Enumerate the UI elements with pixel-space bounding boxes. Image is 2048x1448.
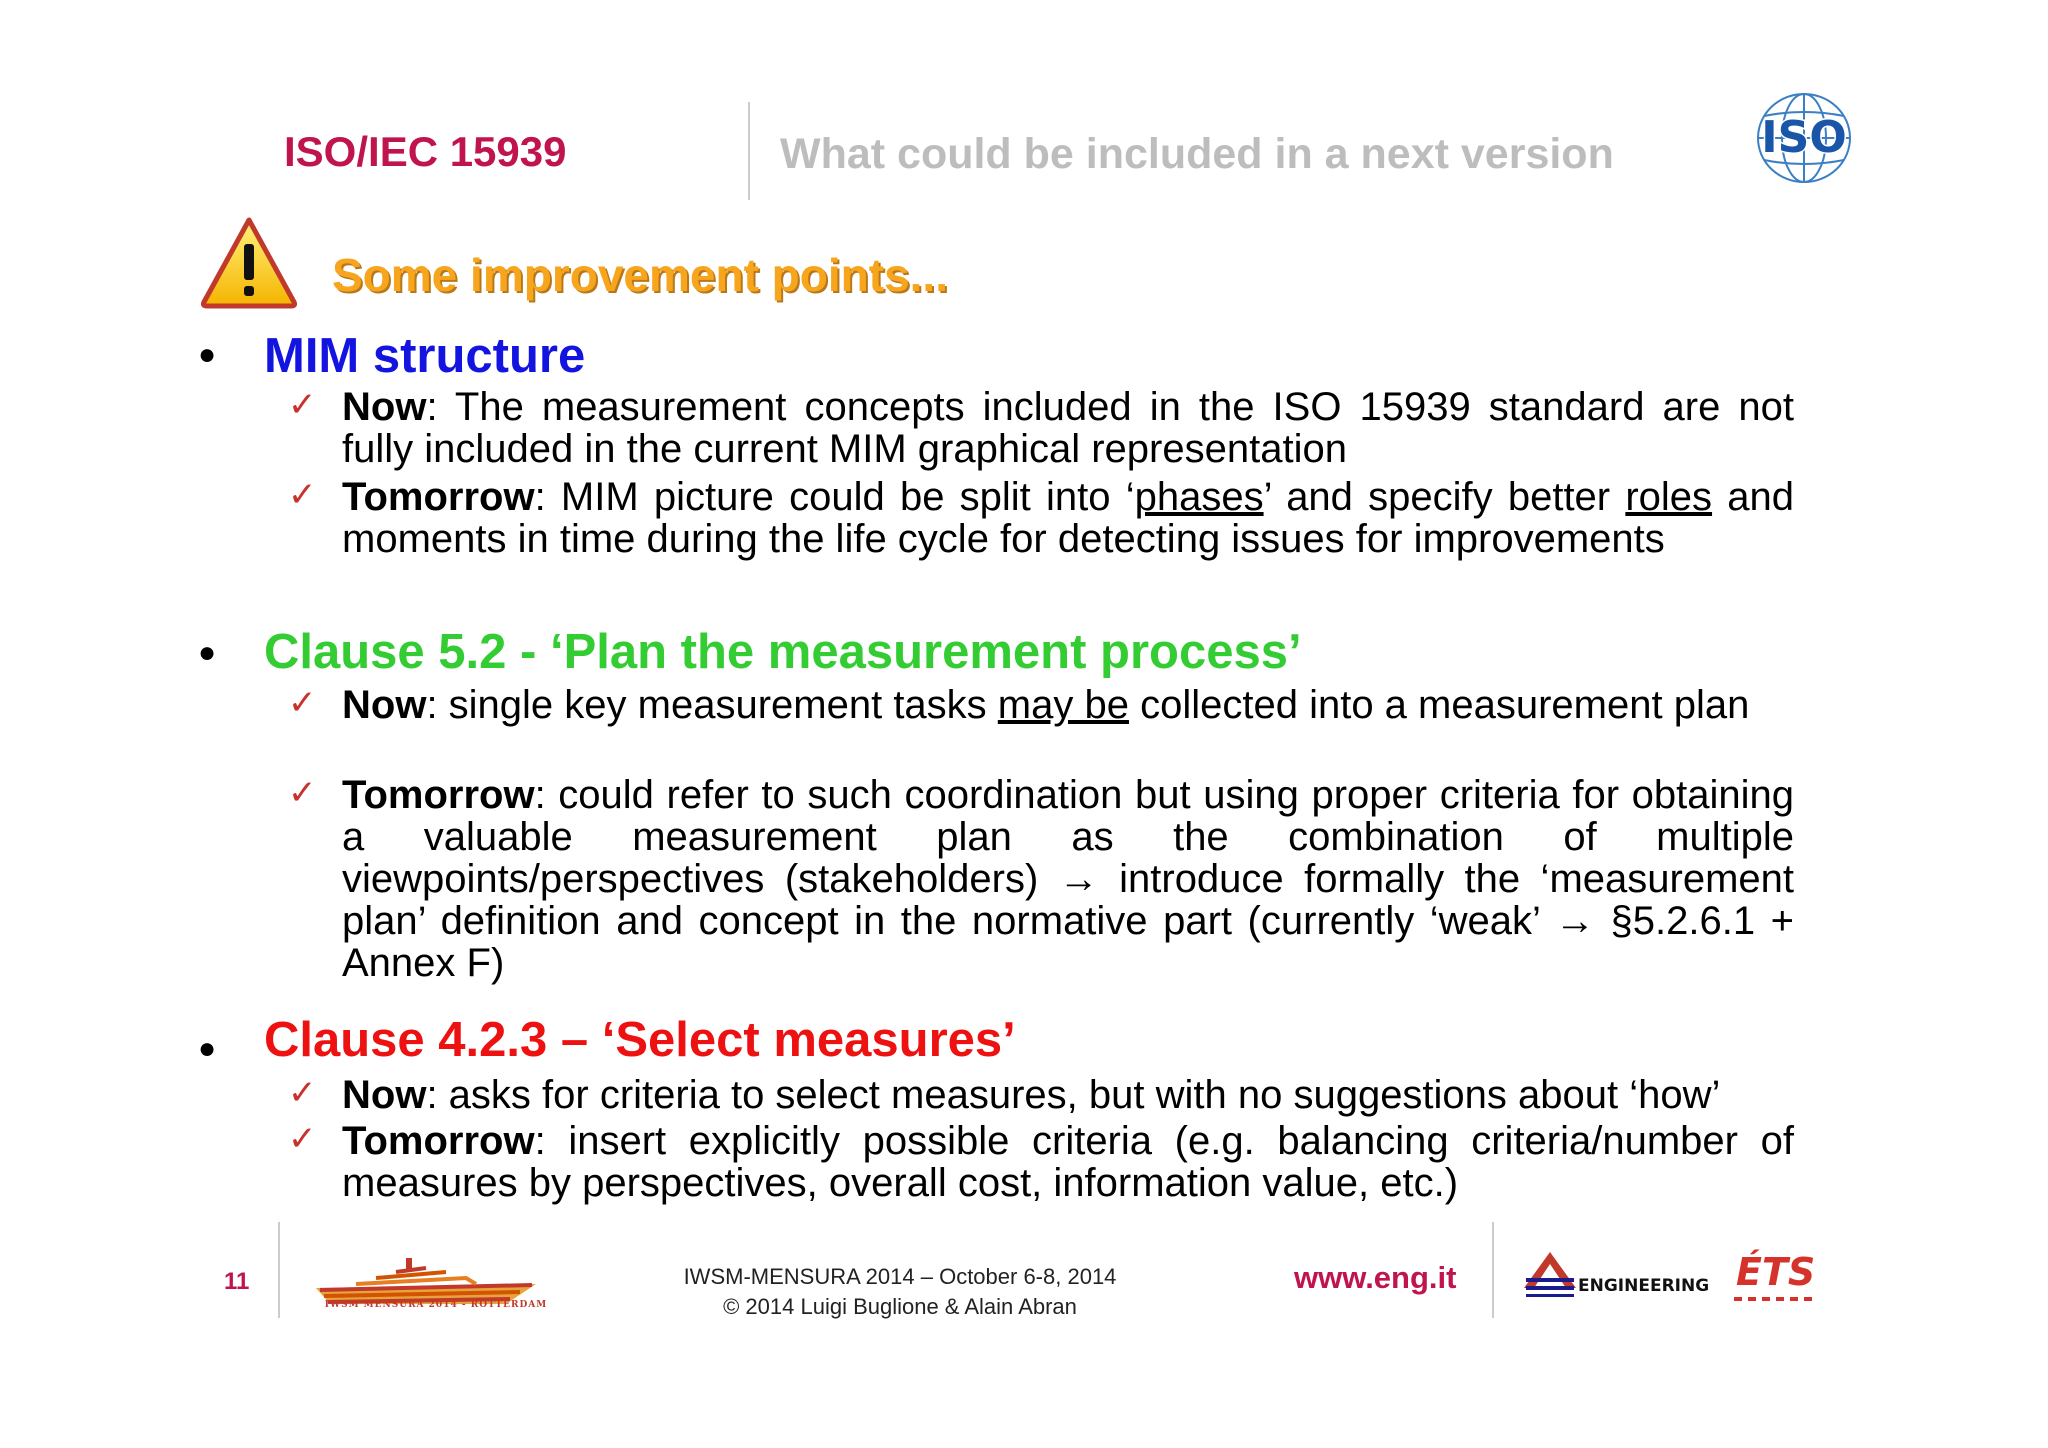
engineering-logo-icon	[1520, 1248, 1580, 1298]
underlined-roles: roles	[1625, 475, 1713, 519]
engineering-logo-text: ENGINEERING	[1578, 1276, 1710, 1296]
section-5-2-now	[342, 684, 1794, 726]
underlined-phases: phases	[1134, 475, 1264, 519]
tomorrow-label: Tomorrow	[342, 475, 535, 519]
header-right-title: What could be included in a next version	[780, 130, 1614, 178]
bullet-icon: ●	[198, 338, 217, 371]
ets-logo: ÉTS	[1736, 1250, 1816, 1294]
now-text: : The measurement concepts included in the ISO 15939 standard are not fully included in the current MIM graphical representation	[342, 385, 1794, 471]
warning-icon	[200, 216, 298, 310]
footer-divider	[1492, 1222, 1494, 1318]
improvement-points-title: Some improvement points...	[332, 249, 948, 301]
page-number: 11	[224, 1268, 250, 1295]
footer-conference: IWSM-MENSURA 2014 – October 6-8, 2014	[683, 1264, 1117, 1289]
section-mim-tomorrow	[342, 476, 1794, 560]
section-title-mim: MIM structure	[264, 329, 586, 383]
iso-logo-text: ISO	[1761, 112, 1847, 163]
tomorrow-text: and moments in time during the life cycle for detecting issues for improvements	[342, 475, 1794, 561]
tomorrow-text: ’ and specify better	[1263, 475, 1626, 519]
footer-copyright: © 2014 Luigi Buglione & Alain Abran	[723, 1294, 1077, 1319]
bullet-icon: ●	[198, 636, 217, 669]
tomorrow-text: : insert explicitly possible criteria (e.g. balancing criteria/number of measures by perspectives, overall cost, information value, etc.)	[342, 1119, 1794, 1205]
header-divider	[748, 102, 750, 200]
section-title-clause-4-2-3: Clause 4.2.3 – ‘Select measures’	[264, 1013, 1016, 1067]
section-4-2-3-tomorrow	[342, 1120, 1794, 1204]
bullet-icon: ●	[198, 1032, 217, 1065]
section-mim-now	[342, 386, 1794, 470]
check-icon: ✓	[288, 1074, 317, 1112]
underlined-may-be: may be	[997, 683, 1129, 727]
tomorrow-label: Tomorrow	[342, 773, 535, 817]
check-icon: ✓	[288, 476, 317, 514]
tomorrow-text: : MIM picture could be split into ‘	[534, 475, 1135, 519]
now-label: Now	[342, 683, 427, 727]
section-4-2-3-now	[342, 1074, 1794, 1116]
check-icon: ✓	[288, 774, 317, 812]
now-text: : single key measurement tasks	[426, 683, 998, 727]
now-text: : asks for criteria to select measures, but with no suggestions about ‘how’	[426, 1073, 1721, 1117]
now-text: collected into a measurement plan	[1128, 683, 1750, 727]
tomorrow-label: Tomorrow	[342, 1119, 535, 1163]
ets-logo-dots-icon	[1734, 1296, 1814, 1302]
now-label: Now	[342, 385, 427, 429]
check-icon: ✓	[288, 386, 317, 424]
check-icon: ✓	[288, 1120, 317, 1158]
footer-url-link[interactable]: www.eng.it	[1294, 1260, 1457, 1295]
footer-divider	[278, 1222, 280, 1318]
tomorrow-text: : could refer to such coordination but using proper criteria for obtaining a valuable measurement plan as the combination of multiple viewpoints/perspectives (stakeholders) → introduce formally the ‘measurement plan’ definition and concept in the normative part (currently ‘weak’ → §5.2.6.1 + Annex F)	[342, 773, 1794, 985]
section-title-clause-5-2: Clause 5.2 - ‘Plan the measurement process’	[264, 625, 1302, 679]
section-5-2-tomorrow	[342, 774, 1794, 984]
iso-logo-icon	[1748, 92, 1860, 184]
check-icon: ✓	[288, 684, 317, 722]
header-left-title: ISO/IEC 15939	[284, 128, 567, 175]
ship-logo-caption: IWSM MENSURA 2014 - ROTTERDAM	[324, 1300, 548, 1310]
now-label: Now	[342, 1073, 427, 1117]
